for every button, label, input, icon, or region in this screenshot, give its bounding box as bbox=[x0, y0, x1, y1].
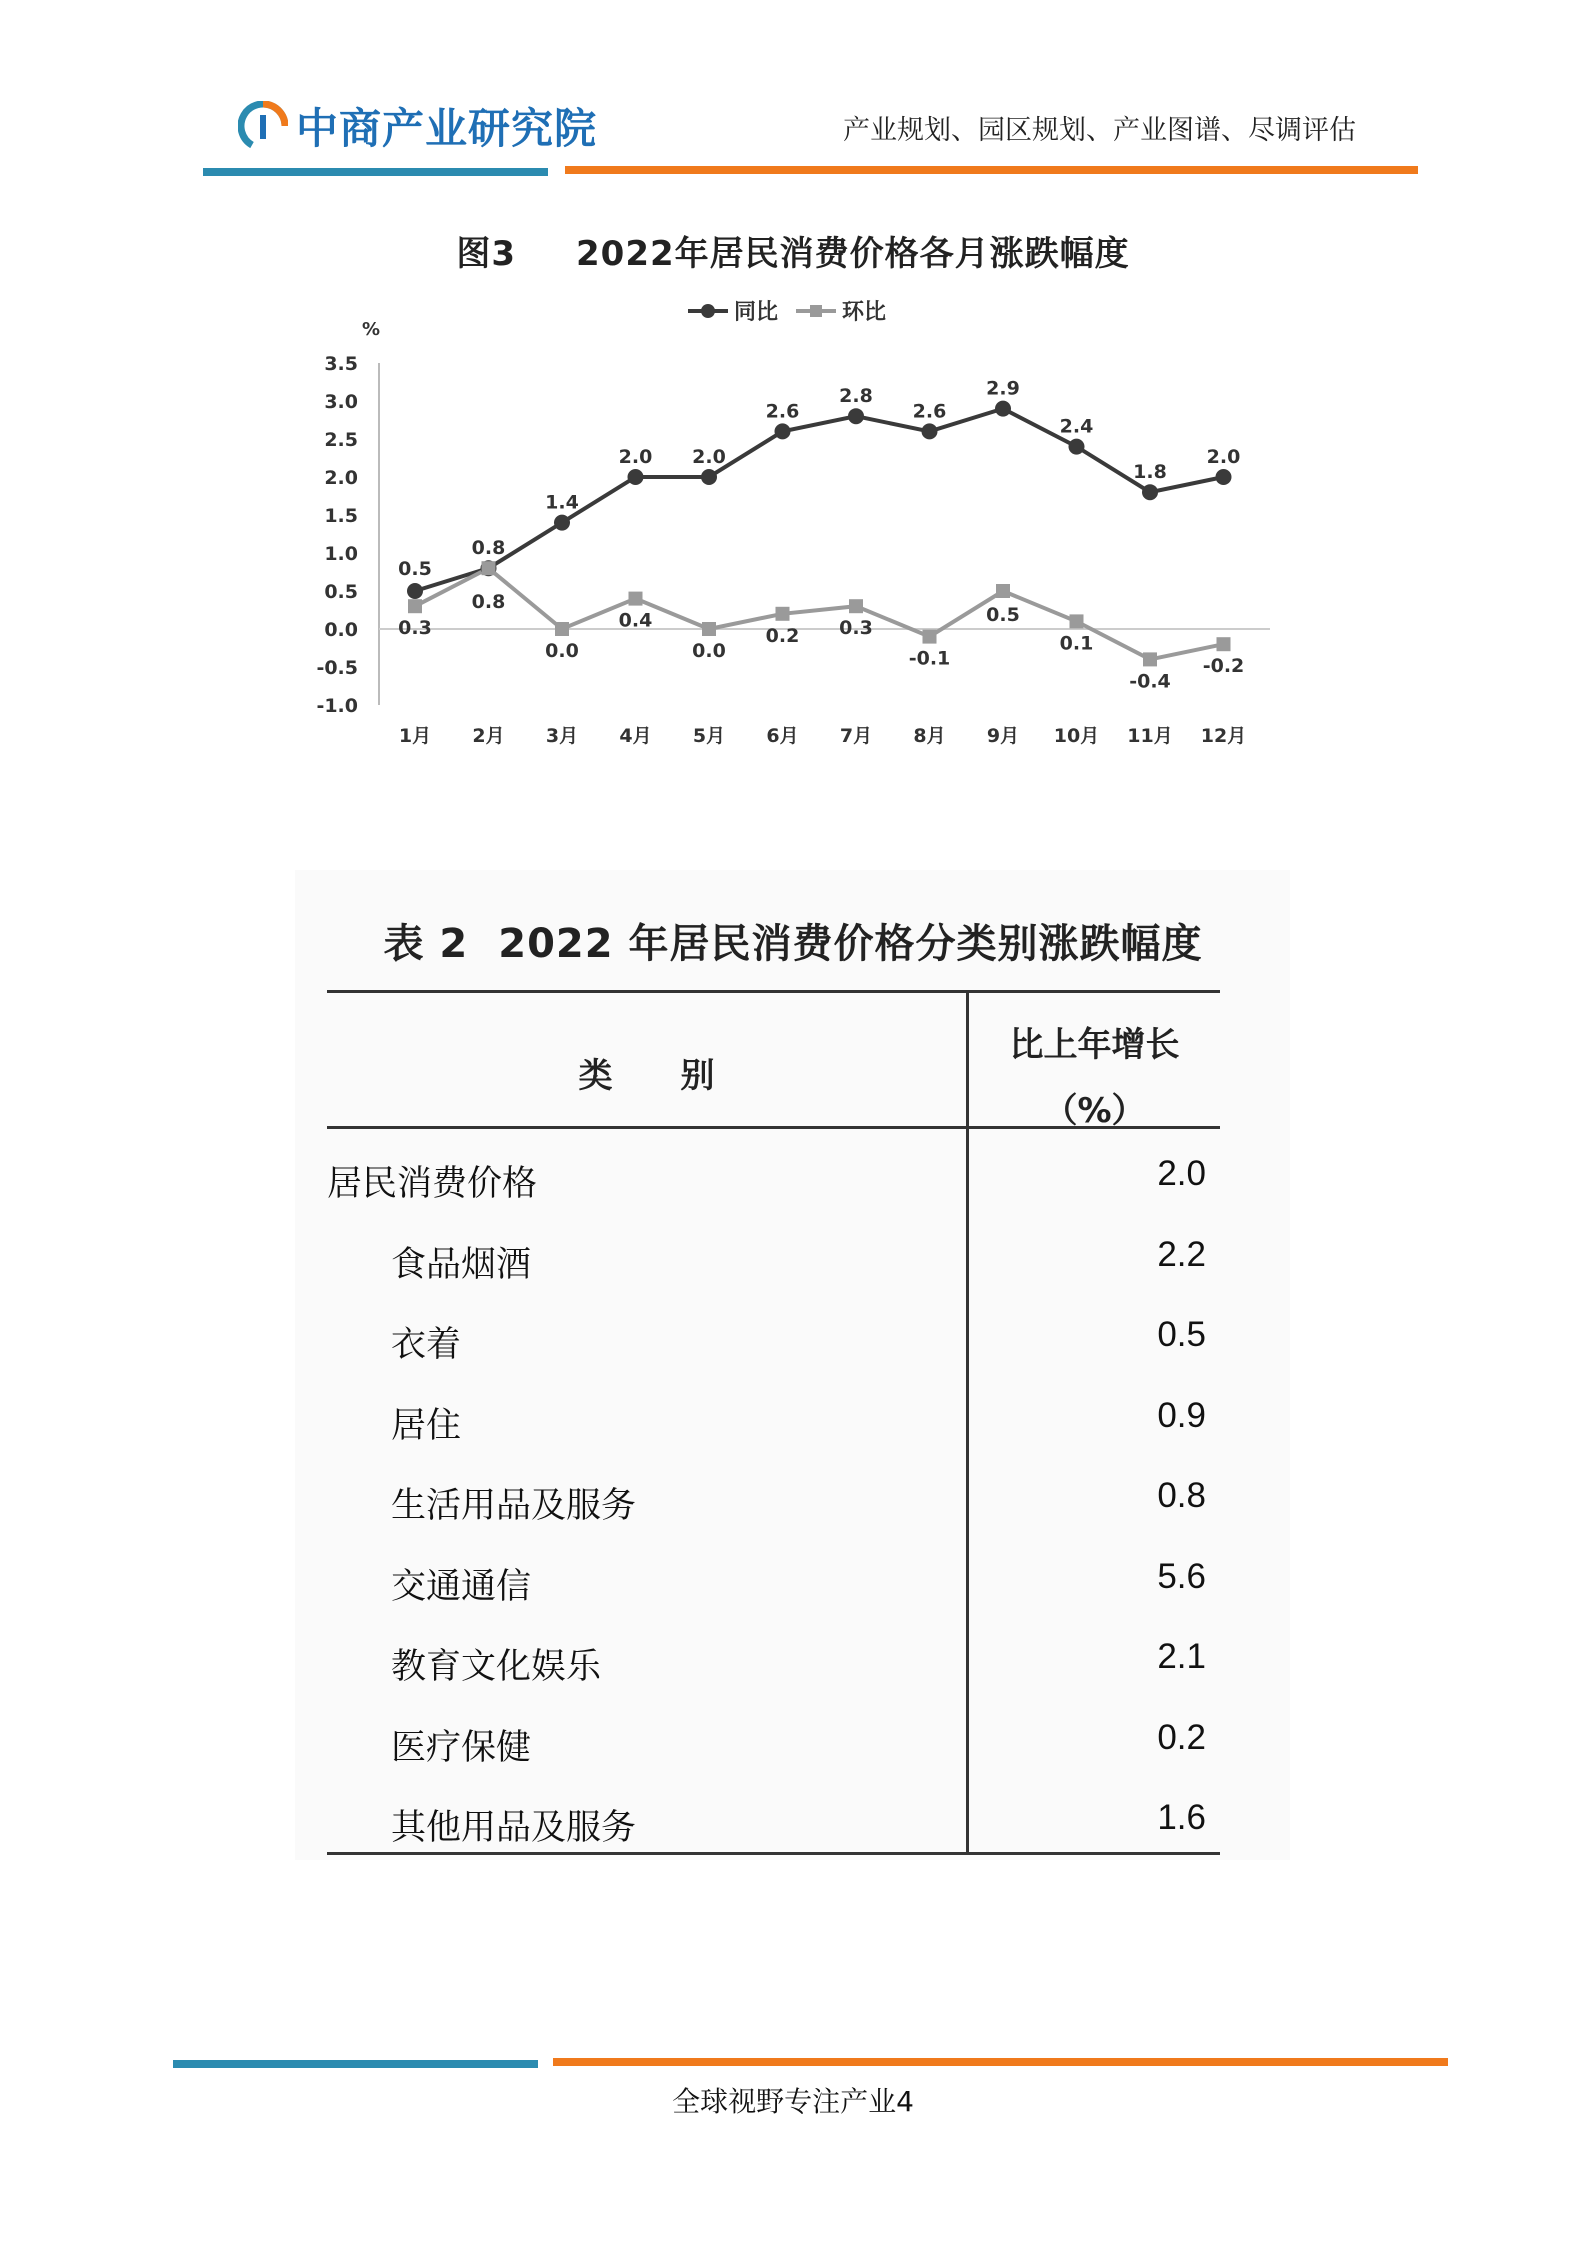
data-label: 2.0 bbox=[692, 446, 726, 468]
row-value: 1.6 bbox=[1157, 1798, 1206, 1837]
y-tick-label: 1.0 bbox=[324, 543, 358, 565]
data-point-yoy bbox=[554, 515, 570, 531]
data-label: 0.3 bbox=[398, 617, 432, 640]
data-point-mom bbox=[849, 599, 863, 613]
table-title-text: 2022 年居民消费价格分类别涨跌幅度 bbox=[498, 921, 1203, 967]
row-category: 食品烟酒 bbox=[391, 1244, 532, 1285]
table-row bbox=[327, 1702, 1220, 1782]
table-row bbox=[327, 1219, 1220, 1299]
x-axis-ticks bbox=[399, 725, 1246, 747]
header-divider-orange bbox=[565, 166, 1418, 174]
data-label: 0.8 bbox=[471, 591, 506, 614]
data-label: 0.1 bbox=[1059, 632, 1094, 655]
data-label: 0.0 bbox=[545, 640, 579, 662]
data-point-yoy bbox=[775, 423, 791, 439]
data-point-mom bbox=[1143, 652, 1157, 666]
y-tick-label: 2.0 bbox=[324, 467, 358, 489]
figure-title bbox=[0, 226, 1586, 275]
y-tick-label: 2.5 bbox=[324, 429, 358, 451]
table-header-value-line2: （%） bbox=[1043, 1091, 1146, 1131]
x-tick-label: 2月 bbox=[472, 725, 505, 747]
data-point-mom bbox=[408, 599, 422, 613]
data-label: 2.9 bbox=[986, 377, 1020, 400]
y-tick-label: 0.0 bbox=[324, 619, 358, 641]
row-value: 2.0 bbox=[1157, 1154, 1206, 1193]
table-header-value-line1: 比上年增长 bbox=[1009, 1025, 1180, 1065]
data-point-yoy bbox=[1216, 469, 1232, 485]
y-tick-label: -0.5 bbox=[316, 657, 358, 679]
table-label: 表 2 bbox=[383, 921, 469, 967]
row-category: 衣着 bbox=[391, 1325, 462, 1365]
row-category: 教育文化娱乐 bbox=[391, 1647, 602, 1687]
table-row bbox=[327, 1299, 1220, 1379]
data-label: -0.4 bbox=[1129, 670, 1171, 693]
table-row bbox=[327, 1541, 1220, 1621]
header-slogan: 产业规划、园区规划、产业图谱、尽调评估 bbox=[843, 115, 1356, 146]
cpi-line-chart bbox=[310, 285, 1290, 755]
data-label: 0.4 bbox=[618, 609, 653, 632]
legend-label-mom: 环比 bbox=[842, 300, 887, 325]
legend-marker-mom bbox=[810, 305, 822, 317]
x-tick-label: 12月 bbox=[1200, 725, 1247, 747]
row-category: 交通通信 bbox=[391, 1566, 532, 1607]
x-tick-label: 7月 bbox=[839, 725, 873, 747]
data-point-yoy bbox=[1142, 484, 1158, 500]
row-value: 2.2 bbox=[1157, 1234, 1206, 1274]
data-label: -0.1 bbox=[908, 647, 951, 670]
x-tick-label: 10月 bbox=[1053, 725, 1100, 747]
data-point-mom bbox=[1070, 614, 1084, 628]
data-label: 2.0 bbox=[618, 446, 653, 468]
y-tick-label: 0.5 bbox=[324, 581, 358, 603]
data-point-yoy bbox=[995, 401, 1011, 417]
legend-label-yoy: 同比 bbox=[734, 300, 779, 325]
figure-title-text: 2022年居民消费价格各月涨跌幅度 bbox=[576, 234, 1130, 274]
series-line-mom bbox=[415, 568, 1224, 659]
logo-text: 中商产业研究院 bbox=[296, 104, 598, 153]
x-tick-label: 9月 bbox=[986, 725, 1020, 747]
data-label: 2.0 bbox=[1206, 446, 1241, 468]
data-label: 2.8 bbox=[839, 385, 873, 408]
data-point-mom bbox=[482, 561, 496, 575]
table-top-rule bbox=[327, 990, 1220, 993]
x-tick-label: 1月 bbox=[398, 725, 432, 747]
row-value: 0.5 bbox=[1157, 1315, 1206, 1354]
data-label: 1.4 bbox=[545, 491, 579, 514]
row-category: 居住 bbox=[391, 1405, 462, 1446]
company-logo bbox=[238, 98, 597, 154]
series-line-yoy bbox=[415, 409, 1224, 591]
table-title bbox=[0, 912, 1586, 969]
data-label: 0.5 bbox=[986, 604, 1020, 626]
series-points bbox=[407, 401, 1232, 667]
data-point-yoy bbox=[407, 583, 423, 599]
x-tick-label: 11月 bbox=[1127, 725, 1173, 747]
x-tick-label: 3月 bbox=[545, 725, 579, 747]
data-label: 2.4 bbox=[1059, 415, 1094, 438]
footer-divider-teal bbox=[173, 2060, 538, 2068]
series-lines bbox=[415, 409, 1224, 660]
row-category: 生活用品及服务 bbox=[391, 1486, 637, 1526]
data-point-mom bbox=[702, 622, 716, 636]
row-category: 居民消费价格 bbox=[327, 1164, 538, 1204]
y-tick-label: 3.0 bbox=[324, 391, 358, 413]
footer-text: 全球视野专注产业4 bbox=[672, 2085, 914, 2118]
data-label: 2.6 bbox=[765, 400, 800, 423]
data-point-mom bbox=[923, 630, 937, 644]
data-point-yoy bbox=[628, 469, 644, 485]
data-point-mom bbox=[776, 607, 790, 621]
data-point-mom bbox=[629, 592, 643, 606]
x-tick-label: 5月 bbox=[692, 725, 726, 747]
table-header-category: 类 别 bbox=[578, 1056, 715, 1096]
data-label: 0.8 bbox=[471, 537, 506, 560]
data-point-mom bbox=[1217, 637, 1231, 651]
figure-label: 图3 bbox=[456, 234, 517, 274]
x-tick-label: 4月 bbox=[619, 725, 652, 747]
data-point-yoy bbox=[701, 469, 717, 485]
data-label: 0.3 bbox=[839, 617, 873, 640]
x-tick-label: 6月 bbox=[766, 725, 799, 747]
row-value: 2.1 bbox=[1157, 1637, 1206, 1676]
footer-divider-orange bbox=[553, 2058, 1448, 2066]
legend-marker-yoy bbox=[701, 304, 715, 318]
data-point-yoy bbox=[1069, 439, 1085, 455]
row-value: 0.8 bbox=[1157, 1476, 1206, 1515]
table-row bbox=[327, 1621, 1220, 1701]
data-label: 0.5 bbox=[398, 558, 432, 580]
data-label: 2.6 bbox=[912, 400, 947, 423]
chart-legend bbox=[688, 300, 886, 325]
row-value: 0.9 bbox=[1157, 1395, 1206, 1435]
data-label: 0.2 bbox=[765, 624, 800, 647]
data-label: -0.2 bbox=[1202, 655, 1245, 678]
data-point-mom bbox=[555, 622, 569, 636]
data-point-yoy bbox=[922, 423, 938, 439]
data-label: 1.8 bbox=[1133, 461, 1167, 484]
row-category: 医疗保健 bbox=[391, 1727, 532, 1768]
y-tick-label: -1.0 bbox=[316, 695, 358, 717]
table-row bbox=[327, 1138, 1220, 1218]
logo-mark-icon bbox=[238, 101, 288, 151]
row-category: 其他用品及服务 bbox=[391, 1808, 637, 1848]
table-row bbox=[327, 1380, 1220, 1460]
table-row bbox=[327, 1782, 1220, 1862]
data-point-yoy bbox=[848, 408, 864, 424]
y-axis-ticks bbox=[316, 353, 358, 717]
data-point-mom bbox=[996, 584, 1010, 598]
row-value: 0.2 bbox=[1157, 1717, 1206, 1757]
data-label: 0.0 bbox=[692, 640, 726, 662]
y-axis-unit: % bbox=[362, 319, 381, 340]
header-divider-teal bbox=[203, 168, 548, 176]
y-tick-label: 1.5 bbox=[324, 505, 358, 527]
row-value: 5.6 bbox=[1157, 1556, 1206, 1596]
x-tick-label: 8月 bbox=[913, 725, 946, 747]
table-row bbox=[327, 1460, 1220, 1540]
y-tick-label: 3.5 bbox=[324, 353, 358, 375]
table-header-value bbox=[969, 1012, 1220, 1144]
